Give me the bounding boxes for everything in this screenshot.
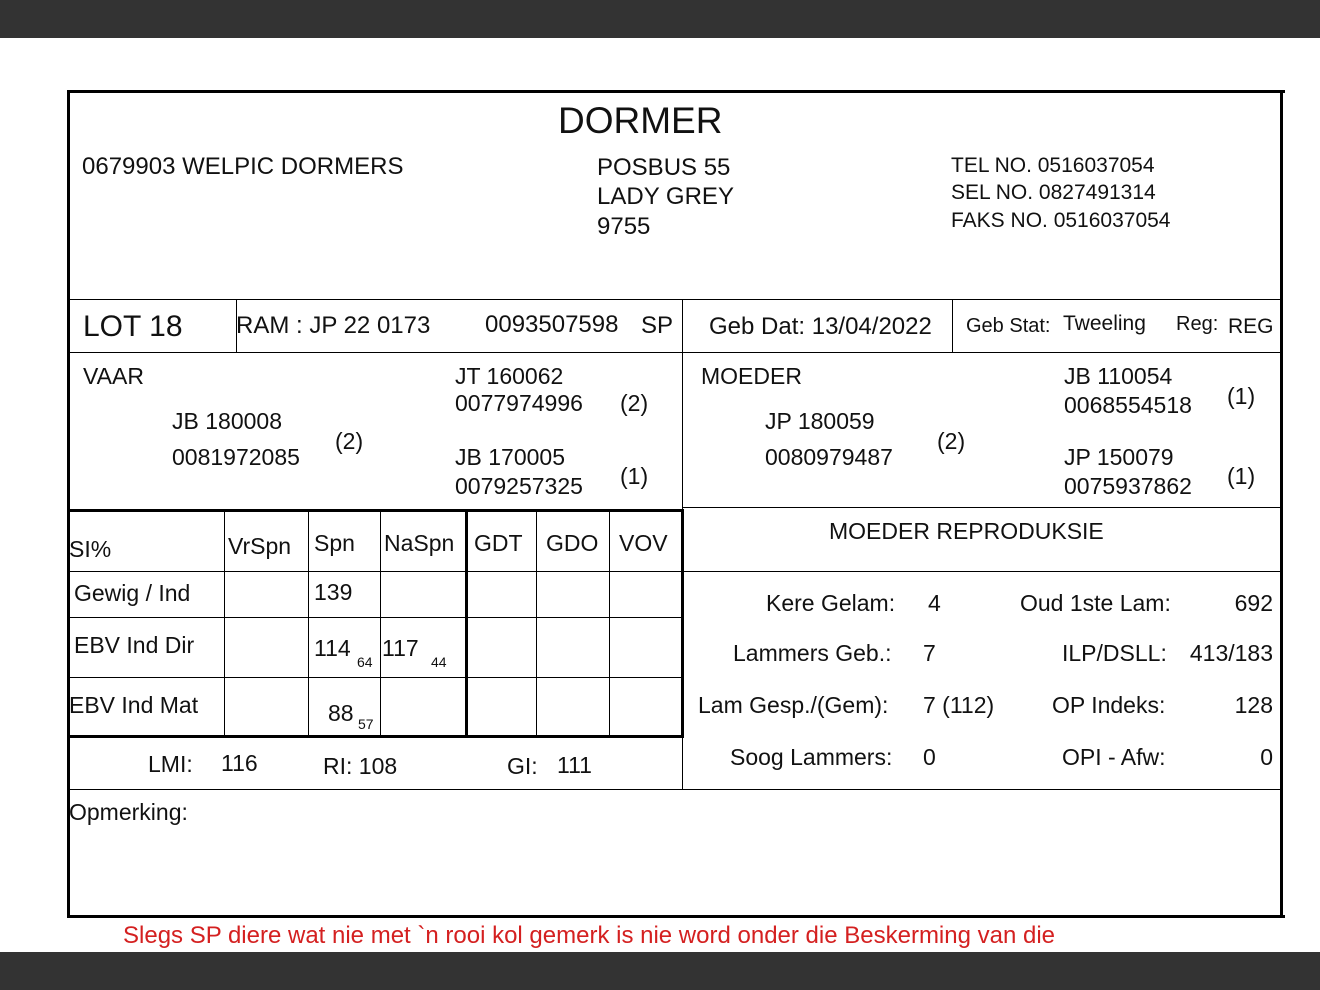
vaar-sire-id: JT 160062 — [455, 363, 564, 389]
divider-pedigree-bottom — [682, 507, 1281, 508]
gi-label: GI: — [507, 753, 538, 779]
moeder-label: MOEDER — [701, 363, 802, 389]
perf-value-dir-naspn: 117 — [382, 635, 419, 661]
address-line-1: POSBUS 55 — [597, 154, 731, 181]
perf-row-divider-3 — [69, 677, 682, 678]
perf-header-gdo: GDO — [546, 530, 599, 556]
perf-value-dir-naspn-sub: 44 — [431, 654, 447, 670]
perf-col-divider-5 — [609, 511, 610, 736]
sp-mark: SP — [641, 312, 674, 339]
perf-col-divider-2 — [308, 511, 309, 736]
sel-number: SEL NO. 0827491314 — [951, 181, 1156, 204]
vaar-id: JB 180008 — [172, 408, 282, 434]
opi-afw-value: 0 — [1260, 744, 1273, 770]
divider-indices-bottom — [69, 789, 1281, 790]
oud-1ste-lam-label: Oud 1ste Lam: — [1020, 590, 1171, 616]
perf-table-bottom — [67, 735, 684, 738]
moeder-dam-number: 0075937862 — [1064, 473, 1192, 499]
perf-value-mat-spn-sub: 57 — [358, 716, 374, 732]
lam-gesp-value: 7 (112) — [923, 692, 995, 718]
vaar-count: (2) — [335, 428, 364, 454]
perf-value-gewig-spn: 139 — [314, 579, 353, 605]
op-indeks-label: OP Indeks: — [1052, 692, 1166, 718]
perf-table-top — [67, 509, 684, 512]
ilp-dsll-label: ILP/DSLL: — [1062, 640, 1167, 666]
ilp-dsll-value: 413/183 — [1189, 640, 1273, 666]
soog-lammers-label: Soog Lammers: — [730, 744, 893, 770]
vaar-label: VAAR — [83, 363, 144, 389]
address-line-3: 9755 — [597, 213, 651, 240]
repro-title-divider — [682, 571, 1281, 572]
lot-number: LOT 18 — [83, 310, 183, 343]
lot-divider-3 — [952, 299, 953, 353]
pedigree-divider — [682, 352, 683, 510]
perf-header-naspn: NaSpn — [384, 530, 455, 556]
card-border-bottom — [67, 915, 1285, 918]
perf-col-divider-4 — [536, 511, 537, 736]
moeder-sire-number: 0068554518 — [1064, 392, 1192, 418]
moeder-dam-count: (1) — [1227, 463, 1256, 489]
address-line-2: LADY GREY — [597, 183, 734, 210]
perf-header-gdt: GDT — [474, 530, 523, 556]
reg-value: REG — [1228, 315, 1274, 338]
vaar-dam-count: (1) — [620, 463, 649, 489]
perf-header-vov: VOV — [619, 530, 668, 556]
perf-table-mid-divider — [465, 509, 468, 738]
vaar-number: 0081972085 — [172, 444, 300, 470]
footer-note: Slegs SP diere wat nie met `n rooi kol gemerk is nie word onder die Beskerming van die — [123, 922, 1056, 949]
card-border-left — [67, 90, 70, 918]
moeder-number: 0080979487 — [765, 444, 893, 470]
perf-header-si: SI% — [69, 536, 112, 562]
lmi-value: 116 — [221, 750, 258, 776]
indices-divider — [682, 736, 683, 790]
perf-header-vrspn: VrSpn — [228, 533, 292, 559]
moeder-id: JP 180059 — [765, 408, 875, 434]
ram-id: RAM : JP 22 0173 — [236, 312, 431, 339]
perf-col-divider-3 — [380, 511, 381, 736]
perf-row-divider-1 — [69, 571, 682, 572]
gi-value: 111 — [557, 752, 592, 778]
perf-row-label: EBV Ind Mat — [69, 692, 199, 718]
lammers-geb-value: 7 — [923, 640, 936, 666]
perf-row-divider-2 — [69, 617, 682, 618]
soog-lammers-value: 0 — [923, 744, 936, 770]
perf-value-dir-spn: 114 — [314, 635, 351, 661]
perf-value-dir-spn-sub: 64 — [357, 654, 373, 670]
opi-afw-label: OPI - Afw: — [1062, 744, 1166, 770]
oud-1ste-lam-value: 692 — [1234, 590, 1273, 616]
card-border-right — [1280, 90, 1283, 918]
lot-divider-2 — [682, 299, 683, 353]
op-indeks-value: 128 — [1234, 692, 1273, 718]
bottom-bar — [0, 952, 1320, 990]
moeder-count: (2) — [937, 428, 966, 454]
birth-status-label: Geb Stat: — [966, 315, 1051, 337]
perf-col-divider-1 — [224, 511, 225, 736]
perf-table-right — [681, 509, 684, 738]
perf-header-spn: Spn — [314, 530, 355, 556]
breed-title: DORMER — [558, 100, 723, 141]
card-border-top — [67, 90, 1285, 93]
moeder-sire-count: (1) — [1227, 383, 1256, 409]
kere-gelam-value: 4 — [928, 590, 941, 616]
owner-name: 0679903 WELPIC DORMERS — [82, 153, 404, 180]
moeder-sire-id: JB 110054 — [1064, 363, 1173, 389]
faks-number: FAKS NO. 0516037054 — [951, 209, 1171, 232]
vaar-sire-number: 0077974996 — [455, 390, 583, 416]
birth-date: Geb Dat: 13/04/2022 — [709, 313, 932, 340]
vaar-dam-id: JB 170005 — [455, 444, 565, 470]
remarks-label: Opmerking: — [69, 799, 188, 825]
vaar-dam-number: 0079257325 — [455, 473, 583, 499]
vaar-sire-count: (2) — [620, 390, 649, 416]
top-bar — [0, 0, 1320, 38]
ram-registration: 0093507598 — [485, 311, 619, 338]
lam-gesp-label: Lam Gesp./(Gem): — [698, 692, 889, 718]
perf-row-label: Gewig / Ind — [74, 580, 191, 606]
perf-row-label: EBV Ind Dir — [74, 632, 195, 658]
repro-title: MOEDER REPRODUKSIE — [829, 518, 1104, 544]
lmi-label: LMI: — [148, 751, 193, 777]
kere-gelam-label: Kere Gelam: — [766, 590, 896, 616]
divider-lot-top — [69, 299, 1281, 300]
divider-lot-bottom — [69, 352, 1281, 353]
lammers-geb-label: Lammers Geb.: — [733, 640, 892, 666]
reg-label: Reg: — [1176, 313, 1219, 335]
tel-number: TEL NO. 0516037054 — [951, 154, 1155, 177]
birth-status-value: Tweeling — [1063, 312, 1146, 335]
perf-value-mat-spn: 88 — [328, 700, 354, 726]
ri-value: RI: 108 — [323, 753, 398, 779]
moeder-dam-id: JP 150079 — [1064, 444, 1174, 470]
